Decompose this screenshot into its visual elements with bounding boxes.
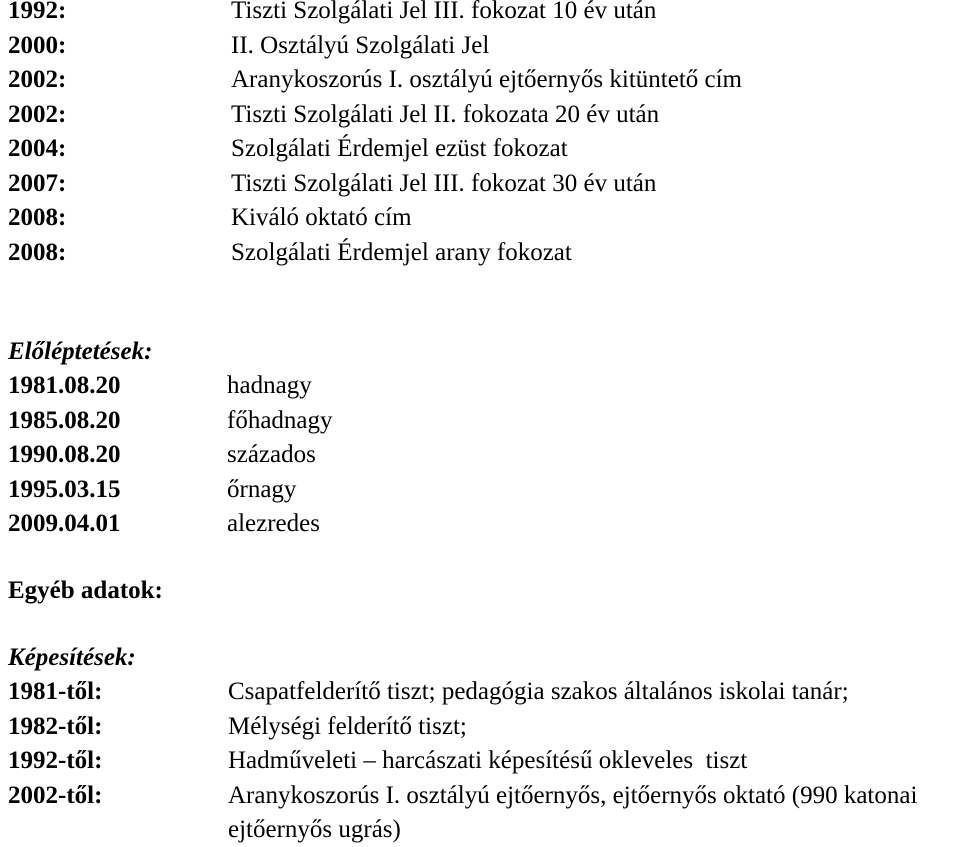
promotion-rank: alezredes <box>227 510 320 537</box>
qualification-row <box>0 710 960 745</box>
award-text: Aranykoszorús I. osztályú ejtőernyős kitüntető cím <box>231 66 742 93</box>
qualification-text: Hadműveleti – harcászati képesítésű okleveles tiszt <box>228 747 748 774</box>
qualification-from: 1981-től: <box>8 678 103 705</box>
qualification-from: 1982-től: <box>8 712 103 740</box>
qualifications-list <box>0 675 960 847</box>
award-text: Tiszti Szolgálati Jel III. fokozat 30 év után <box>231 169 657 197</box>
award-text: Kiváló oktató cím <box>231 204 412 231</box>
qualification-text: Csapatfelderítő tiszt; pedagógia szakos általános iskolai tanár; <box>228 678 849 705</box>
awards-list <box>0 0 742 270</box>
award-year: 2007: <box>8 169 67 197</box>
qualification-row <box>0 744 960 779</box>
promotion-rank: hadnagy <box>227 372 312 399</box>
promotion-date: 2009.04.01 <box>8 510 121 537</box>
qualifications-heading: Képesítések: <box>8 644 136 671</box>
promotions-heading: Előléptetések: <box>8 338 153 365</box>
award-year: 2000: <box>8 31 67 59</box>
promotion-row <box>0 369 333 404</box>
award-row <box>0 201 742 236</box>
qualification-text: Mélységi felderítő tiszt; <box>228 712 467 740</box>
award-year: 2008: <box>8 204 67 231</box>
award-text: Tiszti Szolgálati Jel III. fokozat 10 év után <box>231 0 657 24</box>
promotions-list <box>0 369 333 542</box>
award-year: 2002: <box>8 66 67 93</box>
award-year: 2004: <box>8 135 67 162</box>
promotion-date: 1990.08.20 <box>8 441 121 468</box>
promotion-date: 1995.03.15 <box>8 475 121 503</box>
award-text: Szolgálati Érdemjel arany fokozat <box>231 238 572 266</box>
award-row <box>0 63 742 98</box>
award-year: 1992: <box>8 0 67 24</box>
promotion-rank: százados <box>227 441 316 468</box>
award-year: 2008: <box>8 238 67 266</box>
award-row <box>0 29 742 64</box>
award-row <box>0 98 742 133</box>
promotion-rank: főhadnagy <box>227 406 333 434</box>
qualification-from: 2002-től: <box>8 781 103 809</box>
award-row <box>0 0 742 29</box>
award-year: 2002: <box>8 100 67 128</box>
promotion-row <box>0 404 333 439</box>
other-data-heading: Egyéb adatok: <box>8 577 163 604</box>
promotion-row <box>0 438 333 473</box>
promotion-row <box>0 473 333 508</box>
qualification-from: 1992-től: <box>8 747 103 774</box>
promotion-row <box>0 507 333 542</box>
qualification-row <box>0 675 960 710</box>
promotion-date: 1981.08.20 <box>8 372 121 399</box>
promotion-date: 1985.08.20 <box>8 406 121 434</box>
award-row <box>0 236 742 271</box>
award-text: Tiszti Szolgálati Jel II. fokozata 20 év után <box>231 100 660 128</box>
promotion-rank: őrnagy <box>227 475 297 503</box>
award-text: Szolgálati Érdemjel ezüst fokozat <box>231 135 568 162</box>
award-text: II. Osztályú Szolgálati Jel <box>231 31 490 59</box>
qualification-row <box>0 779 960 847</box>
award-row <box>0 132 742 167</box>
award-row <box>0 167 742 202</box>
qualification-text: Aranykoszorús I. osztályú ejtőernyős, ejtőernyős oktató (990 katonai ejtőernyős ugrás) <box>228 781 918 843</box>
